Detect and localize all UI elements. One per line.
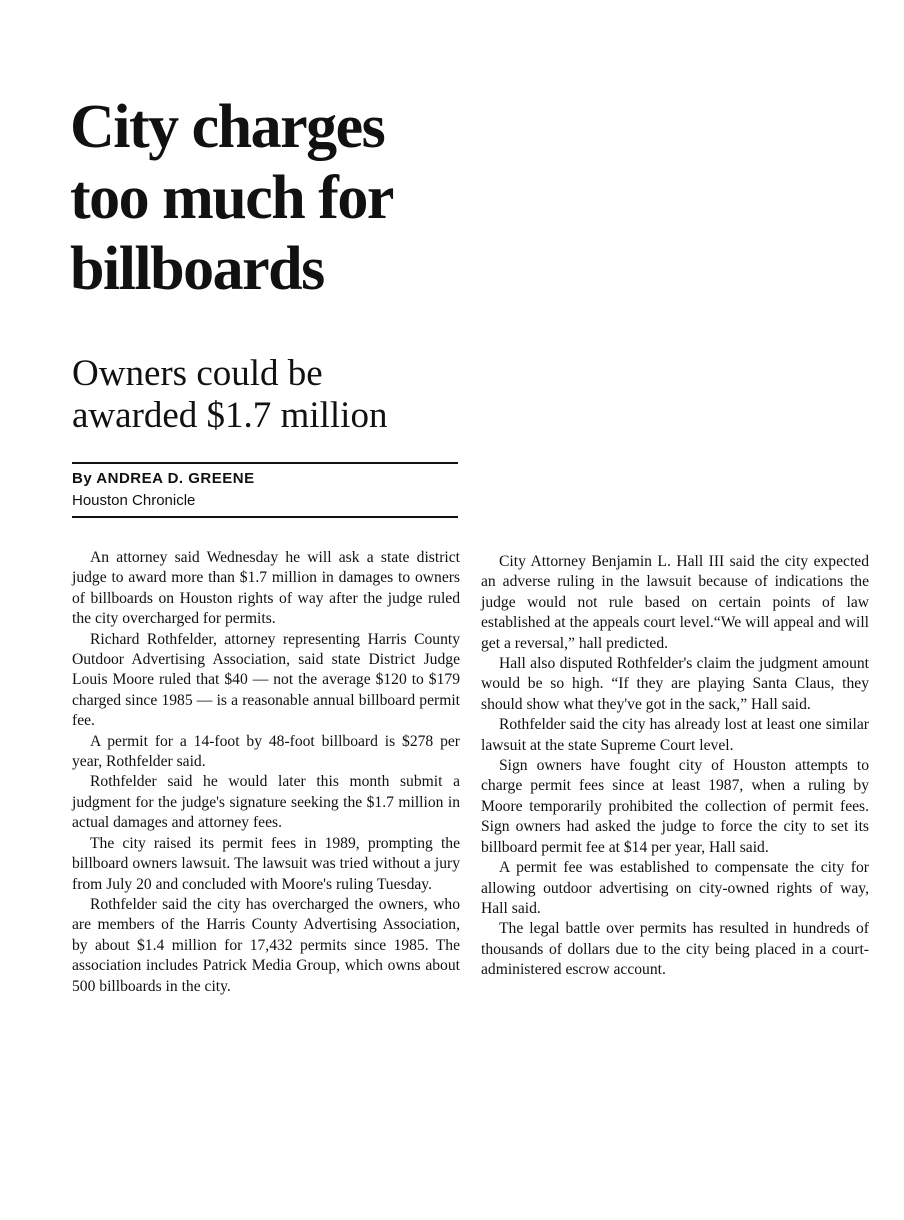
- subheadline-line: awarded $1.7 million: [72, 395, 388, 436]
- subheadline-line: Owners could be: [72, 353, 323, 394]
- paragraph: Rothfelder said he would later this month submit a judgment for the judge's signature seeking the $1.7 million in actual damages and attorney fees.: [72, 773, 460, 832]
- paragraph: Sign owners have fought city of Houston attempts to charge permit fees since at least 1987, when a ruling by Moore temporarily prohibited the collection of permit fees. Sign owners had asked the judge to force the city to set its billboard permit fee at $14 per year, Hall said.: [481, 757, 869, 856]
- paragraph: Hall also disputed Rothfelder's claim the judgment amount would be so high. “If they are playing Santa Claus, they should show what they've got in the sack,” Hall said.: [481, 655, 869, 713]
- headline-line: City charges: [70, 93, 385, 161]
- article-column-left: [72, 548, 460, 997]
- outlet-name: Houston Chronicle: [72, 492, 196, 509]
- headline: [70, 92, 470, 305]
- paragraph: The city raised its permit fees in 1989, prompting the billboard owners lawsuit. The lawsuit was tried without a jury from July 20 and concluded with Moore's ruling Tuesday.: [72, 834, 460, 893]
- paragraph: Rothfelder said the city has overcharged the owners, who are members of the Harris County Advertising Association, by about $1.4 million for 17,432 permits since 1985. The association includes Patrick Media Group, which owns about 500 billboards in the city.: [72, 895, 460, 995]
- byline-top-rule: [72, 462, 458, 464]
- paragraph: An attorney said Wednesday he will ask a state district judge to award more than $1.7 million in damages to owners of billboards on Houston rights of way after the judge ruled the city overcharged for permits.: [72, 549, 460, 628]
- article-column-right: [481, 552, 869, 981]
- byline: By ANDREA D. GREENE: [72, 470, 255, 487]
- paragraph: Richard Rothfelder, attorney representing Harris County Outdoor Advertising Association, said state District Judge Louis Moore ruled that $40 — not the average $120 to $179 charged since 1985 — is a reasonable annual billboard permit fee.: [72, 630, 460, 730]
- paragraph: City Attorney Benjamin L. Hall III said the city expected an adverse ruling in the lawsuit because of indications the judge would not rule based on certain points of law established at the appeals court level.“We will appeal and will get a reversal,” hall predicted.: [481, 553, 869, 652]
- paragraph: A permit fee was established to compensate the city for allowing outdoor advertising on city-owned rights of way, Hall said.: [481, 859, 869, 917]
- headline-line: too much for: [70, 164, 393, 232]
- byline-bottom-rule: [72, 516, 458, 518]
- headline-line: billboards: [70, 235, 324, 303]
- paragraph: Rothfelder said the city has already lost at least one similar lawsuit at the state Supreme Court level.: [481, 716, 869, 754]
- subheadline: [72, 353, 492, 437]
- paragraph: The legal battle over permits has resulted in hundreds of thousands of dollars due to the city being placed in a court-administered escrow account.: [481, 920, 869, 979]
- paragraph: A permit for a 14-foot by 48-foot billboard is $278 per year, Rothfelder said.: [72, 732, 460, 771]
